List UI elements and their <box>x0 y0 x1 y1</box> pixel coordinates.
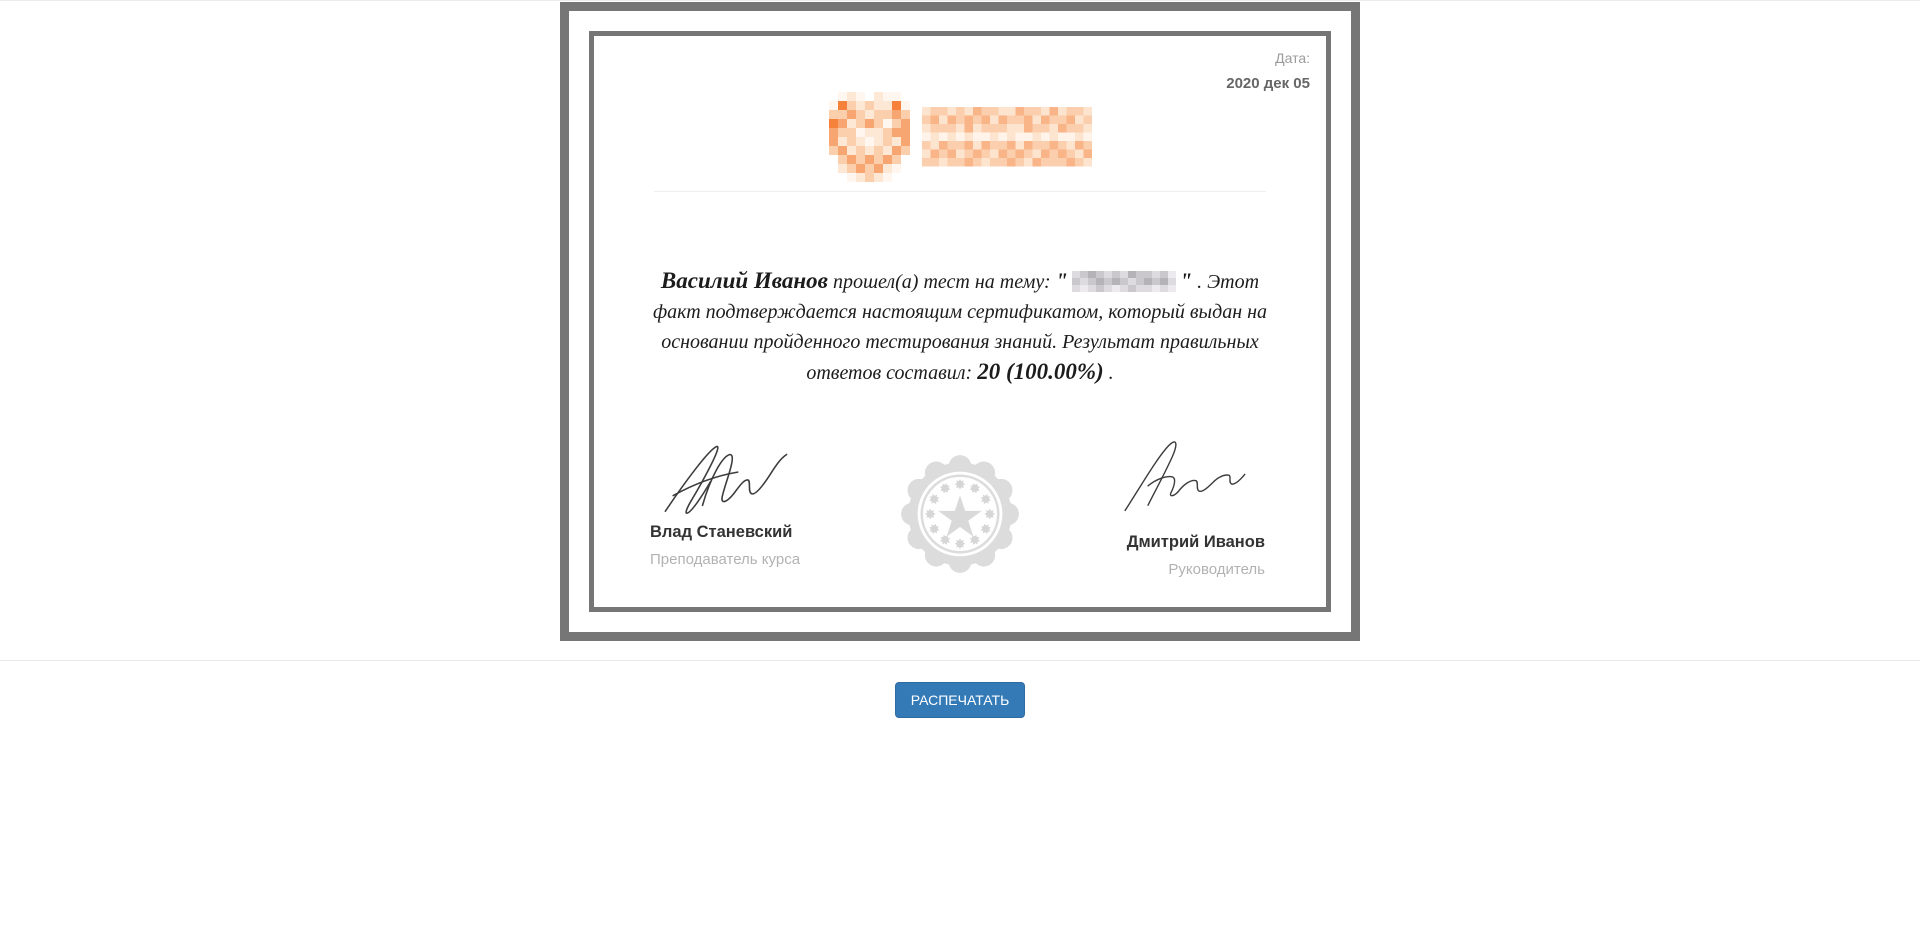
certificate-body-text <box>649 266 1271 388</box>
certificate-inner-frame <box>589 31 1331 612</box>
head-name: Дмитрий Иванов <box>1126 533 1265 551</box>
teacher-role: Преподаватель курса <box>650 551 801 568</box>
print-button[interactable]: РАСПЕЧАТАТЬ <box>895 682 1026 718</box>
signatures-row <box>594 433 1326 578</box>
teacher-name: Влад Станевский <box>650 523 793 541</box>
certificate-seal-icon <box>898 452 1022 576</box>
passed-text: прошел(а) тест на тему: <box>832 271 1051 293</box>
date-block <box>1226 49 1310 93</box>
head-role: Руководитель <box>1168 561 1265 578</box>
organization-logo <box>594 36 1326 182</box>
period: . <box>1108 362 1114 384</box>
topic-redacted <box>1072 271 1176 292</box>
page-divider <box>0 660 1920 661</box>
open-quote: " <box>1055 268 1068 293</box>
teacher-signature-icon <box>650 433 825 521</box>
recipient-name: Василий Иванов <box>660 268 828 293</box>
date-value: 2020 дек 05 <box>1226 75 1310 92</box>
logo-divider <box>654 191 1266 192</box>
date-label: Дата: <box>1275 50 1310 66</box>
head-signature-icon <box>1100 433 1265 521</box>
action-row <box>0 682 1920 718</box>
certificate-outer-frame <box>560 2 1360 641</box>
logo-wordmark-redacted <box>922 107 1092 167</box>
close-quote: " <box>1179 268 1193 293</box>
signature-block-teacher <box>650 433 825 578</box>
result-value: 20 (100.00%) <box>977 359 1104 384</box>
logo-icon <box>829 92 910 182</box>
signature-block-head <box>1100 433 1265 578</box>
after-topic-text: . Этот факт подтверждается настоящим сертификатом, который выдан на основании пройденного тестирования знаний. Результат правильных ответов составил: <box>652 271 1268 384</box>
